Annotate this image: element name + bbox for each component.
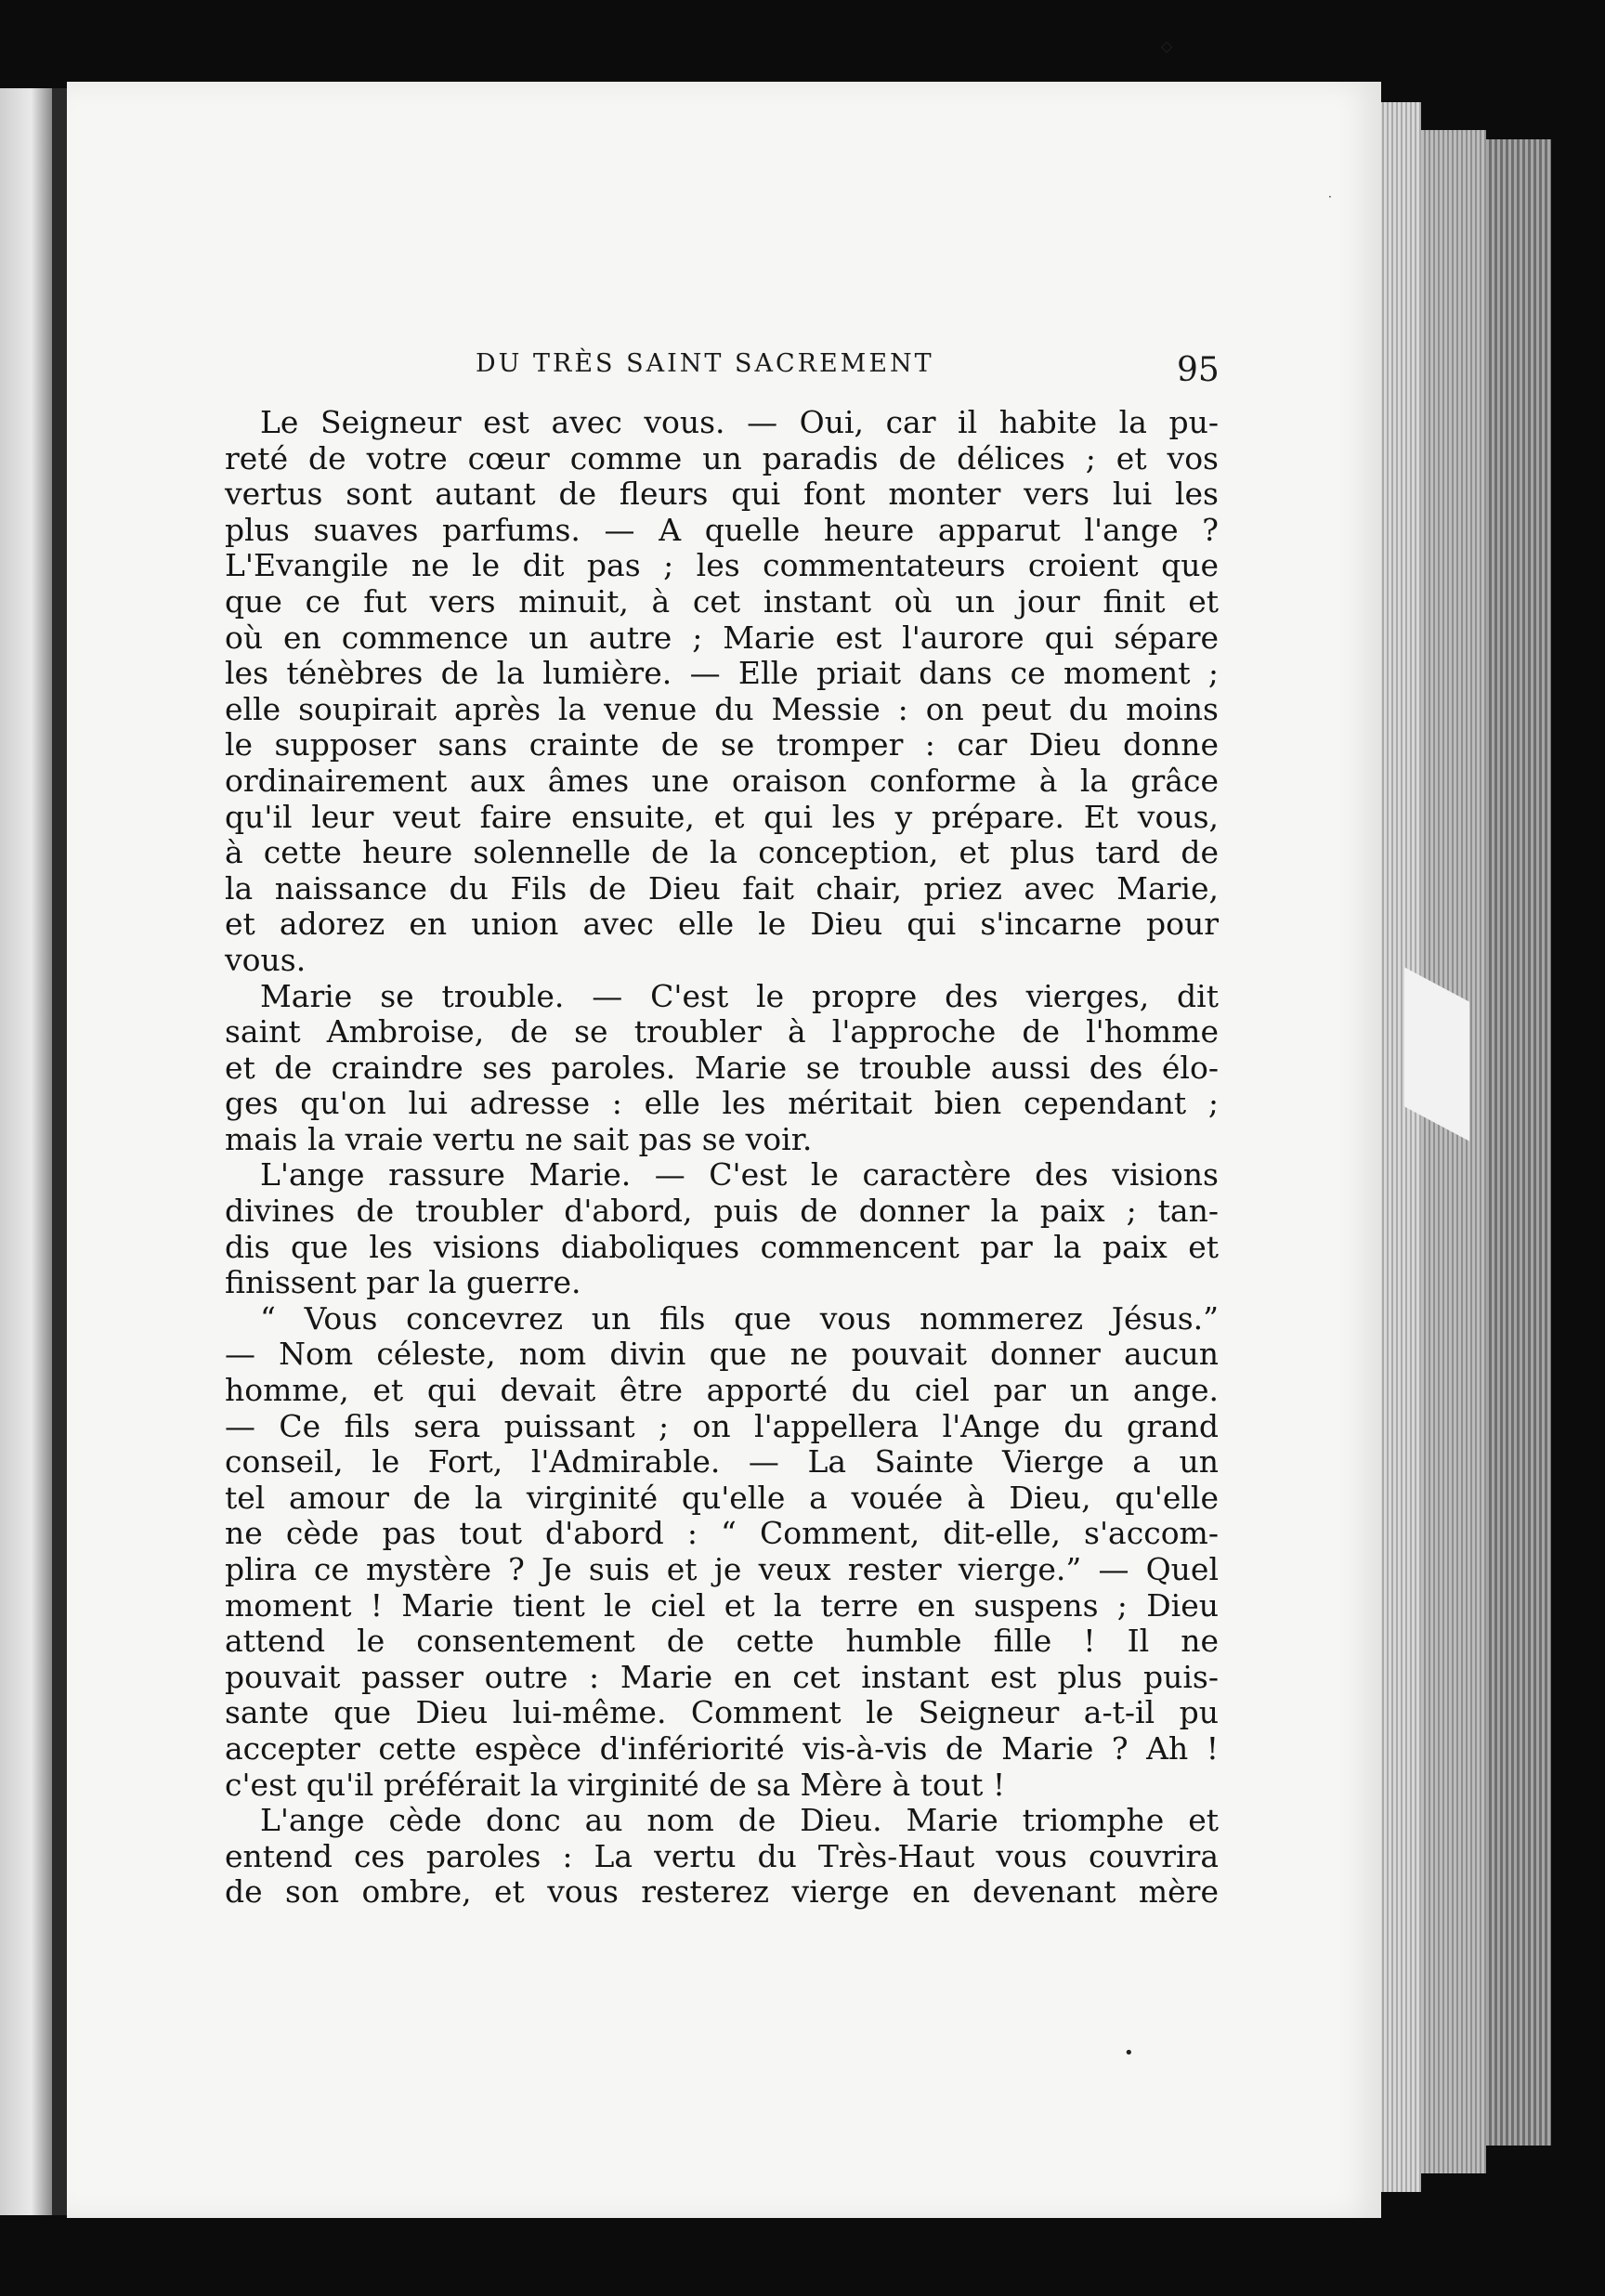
text-line: ges qu'on lui adresse : elle les méritait bien cependant ; bbox=[225, 1085, 1219, 1122]
text-line: pouvait passer outre : Marie en cet instant est plus puis- bbox=[225, 1658, 1219, 1695]
text-line: — Nom céleste, nom divin que ne pouvait donner aucun bbox=[225, 1336, 1219, 1373]
text-line: les ténèbres de la lumière. — Elle priait dans ce moment ; bbox=[225, 655, 1219, 692]
running-head: DU TRÈS SAINT SACREMENT bbox=[476, 349, 934, 378]
page-stack-edge bbox=[1421, 130, 1486, 2173]
text-line: attend le consentement de cette humble fille ! Il ne bbox=[225, 1623, 1219, 1660]
text-line: Marie se trouble. — C'est le propre des vierges, dit bbox=[260, 977, 1219, 1014]
facing-page-edge bbox=[0, 88, 52, 2215]
text-line: Le Seigneur est avec vous. — Oui, car il habite la pu- bbox=[260, 404, 1219, 440]
text-line: où en commence un autre ; Marie est l'aurore qui sépare bbox=[225, 619, 1219, 656]
text-line: L'ange rassure Marie. — C'est le caractère des visions bbox=[260, 1156, 1219, 1194]
speck-mark: · bbox=[1328, 190, 1332, 203]
text-line: plira ce mystère ? Je suis et je veux rester vierge.” — Quel bbox=[225, 1551, 1219, 1587]
text-line: conseil, le Fort, l'Admirable. — La Sainte Vierge a un bbox=[225, 1443, 1219, 1481]
text-line: homme, et qui devait être apporté du ciel par un ange. bbox=[225, 1372, 1219, 1409]
text-line: ordinairement aux âmes une oraison conforme à la grâce bbox=[225, 762, 1219, 799]
text-line: accepter cette espèce d'infériorité vis-à-vis de Marie ? Ah ! bbox=[225, 1729, 1219, 1767]
page-stack-edge bbox=[1486, 139, 1551, 2146]
text-line: tel amour de la virginité qu'elle a vouée à Dieu, qu'elle bbox=[225, 1479, 1219, 1516]
text-line: dis que les visions diaboliques commencent par la paix et bbox=[225, 1228, 1219, 1265]
text-line: la naissance du Fils de Dieu fait chair, priez avec Marie, bbox=[225, 869, 1219, 907]
text-line: vous. bbox=[225, 941, 307, 978]
text-line: mais la vraie vertu ne sait pas se voir. bbox=[225, 1120, 813, 1157]
text-line: reté de votre cœur comme un paradis de délices ; et vos bbox=[225, 439, 1219, 476]
text-line: et adorez en union avec elle le Dieu qui s'incarne pour bbox=[225, 906, 1219, 943]
text-line: L'ange cède donc au nom de Dieu. Marie triomphe et bbox=[260, 1802, 1219, 1839]
text-line: L'Evangile ne le dit pas ; les commentateurs croient que bbox=[225, 547, 1219, 584]
text-line: plus suaves parfums. — A quelle heure apparut l'ange ? bbox=[225, 511, 1219, 548]
text-line: vertus sont autant de fleurs qui font monter vers lui les bbox=[225, 476, 1219, 513]
speck-mark: • bbox=[1124, 2043, 1134, 2063]
body-text bbox=[225, 405, 1219, 1911]
text-line: moment ! Marie tient le ciel et la terre en suspens ; Dieu bbox=[225, 1586, 1219, 1624]
text-line: divines de troubler d'abord, puis de donner la paix ; tan- bbox=[225, 1193, 1219, 1230]
text-line: — Ce fils sera puissant ; on l'appellera l'Ange du grand bbox=[225, 1407, 1219, 1444]
text-line: saint Ambroise, de se troubler à l'approche de l'homme bbox=[225, 1013, 1219, 1050]
text-line: sante que Dieu lui-même. Comment le Seigneur a-t-il pu bbox=[225, 1694, 1219, 1731]
book-page bbox=[67, 82, 1381, 2218]
text-line: “ Vous concevrez un fils que vous nommerez Jésus.” bbox=[260, 1299, 1219, 1337]
text-line: et de craindre ses paroles. Marie se trouble aussi des élo- bbox=[225, 1049, 1219, 1086]
text-line: entend ces paroles : La vertu du Très-Haut vous couvrira bbox=[225, 1837, 1219, 1874]
text-line: finissent par la guerre. bbox=[225, 1264, 581, 1301]
text-line: à cette heure solennelle de la conception, et plus tard de bbox=[225, 834, 1219, 871]
text-line: ne cède pas tout d'abord : “ Comment, dit-elle, s'accom- bbox=[225, 1515, 1219, 1552]
text-line: qu'il leur veut faire ensuite, et qui les y prépare. Et vous, bbox=[225, 798, 1219, 835]
page-number: 95 bbox=[1177, 351, 1220, 389]
text-line: elle soupirait après la venue du Messie : on peut du moins bbox=[225, 690, 1219, 727]
speck-mark: ◇ bbox=[1161, 37, 1173, 55]
text-line: c'est qu'il préférait la virginité de sa Mère à tout ! bbox=[225, 1766, 1006, 1803]
text-line: de son ombre, et vous resterez vierge en devenant mère bbox=[225, 1873, 1219, 1911]
text-line: que ce fut vers minuit, à cet instant où un jour finit et bbox=[225, 582, 1219, 620]
text-line: le supposer sans crainte de se tromper : car Dieu donne bbox=[225, 726, 1219, 763]
